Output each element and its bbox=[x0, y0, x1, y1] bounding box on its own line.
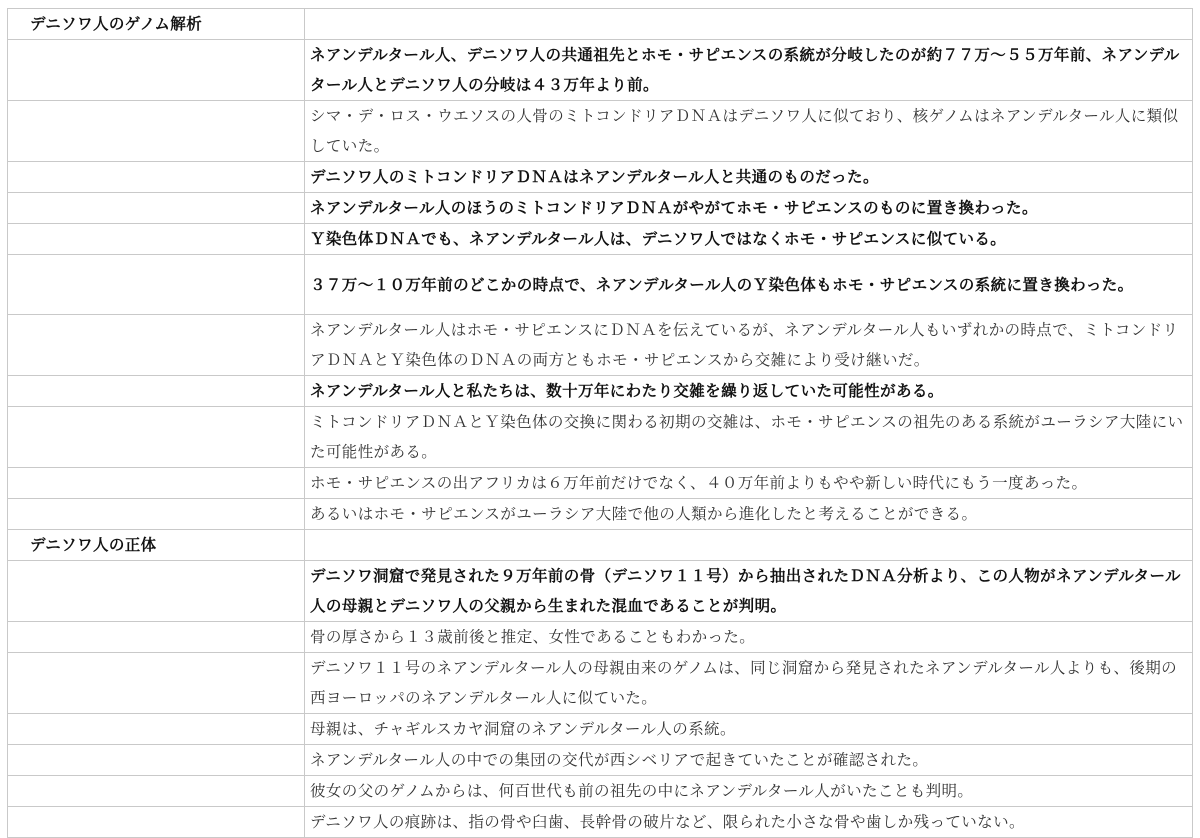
table-row bbox=[8, 407, 1193, 468]
note-text-cell[interactable] bbox=[305, 530, 1193, 561]
column-a-cell[interactable] bbox=[8, 407, 305, 468]
column-a-cell[interactable] bbox=[8, 499, 305, 530]
table-row bbox=[8, 468, 1193, 499]
note-text-cell[interactable]: ネアンデルタール人のほうのミトコンドリアＤＮＡがやがてホモ・サピエンスのものに置き換わった。 bbox=[305, 193, 1193, 224]
table-row bbox=[8, 714, 1193, 745]
note-text-cell[interactable]: ミトコンドリアＤＮＡとＹ染色体の交換に関わる初期の交雑は、ホモ・サピエンスの祖先のある系統がユーラシア大陸にいた可能性がある。 bbox=[305, 407, 1193, 468]
column-a-cell[interactable] bbox=[8, 193, 305, 224]
column-a-cell[interactable] bbox=[8, 376, 305, 407]
note-text-cell[interactable]: デニソワ洞窟で発見された９万年前の骨（デニソワ１１号）から抽出されたＤＮＡ分析より、この人物がネアンデルタール人の母親とデニソワ人の父親から生まれた混血であることが判明。 bbox=[305, 561, 1193, 622]
table-row bbox=[8, 315, 1193, 376]
table-row bbox=[8, 622, 1193, 653]
column-a-cell[interactable] bbox=[8, 162, 305, 193]
column-a-cell[interactable] bbox=[8, 653, 305, 714]
note-text-cell[interactable] bbox=[305, 9, 1193, 40]
table-row bbox=[8, 499, 1193, 530]
column-a-cell[interactable] bbox=[8, 807, 305, 838]
note-text-cell[interactable]: あるいはホモ・サピエンスがユーラシア大陸で他の人類から進化したと考えることができる。 bbox=[305, 499, 1193, 530]
note-text-cell[interactable]: ホモ・サピエンスの出アフリカは６万年前だけでなく、４０万年前よりもやや新しい時代にもう一度あった。 bbox=[305, 468, 1193, 499]
section-heading-cell[interactable]: デニソワ人のゲノム解析 bbox=[8, 9, 305, 40]
table-row bbox=[8, 653, 1193, 714]
column-a-cell[interactable] bbox=[8, 714, 305, 745]
note-text-cell[interactable]: ネアンデルタール人と私たちは、数十万年にわたり交雑を繰り返していた可能性がある。 bbox=[305, 376, 1193, 407]
section-heading-cell[interactable]: デニソワ人の正体 bbox=[8, 530, 305, 561]
table-row bbox=[8, 9, 1193, 40]
note-text-cell[interactable]: 母親は、チャギルスカヤ洞窟のネアンデルタール人の系統。 bbox=[305, 714, 1193, 745]
note-text-cell[interactable]: デニソワ１１号のネアンデルタール人の母親由来のゲノムは、同じ洞窟から発見されたネアンデルタール人よりも、後期の西ヨーロッパのネアンデルタール人に似ていた。 bbox=[305, 653, 1193, 714]
note-text-cell[interactable]: Ｙ染色体ＤＮＡでも、ネアンデルタール人は、デニソワ人ではなくホモ・サピエンスに似ている。 bbox=[305, 224, 1193, 255]
table-row bbox=[8, 101, 1193, 162]
table-row bbox=[8, 162, 1193, 193]
column-a-cell[interactable] bbox=[8, 315, 305, 376]
note-text-cell[interactable]: ネアンデルタール人、デニソワ人の共通祖先とホモ・サピエンスの系統が分岐したのが約７７万～５５万年前、ネアンデルタール人とデニソワ人の分岐は４３万年より前。 bbox=[305, 40, 1193, 101]
table-row bbox=[8, 376, 1193, 407]
column-a-cell[interactable] bbox=[8, 40, 305, 101]
table-row bbox=[8, 255, 1193, 315]
column-a-cell[interactable] bbox=[8, 776, 305, 807]
column-a-cell[interactable] bbox=[8, 101, 305, 162]
table-row bbox=[8, 40, 1193, 101]
note-text-cell[interactable]: 骨の厚さから１３歳前後と推定、女性であることもわかった。 bbox=[305, 622, 1193, 653]
column-a-cell[interactable] bbox=[8, 561, 305, 622]
table-row bbox=[8, 224, 1193, 255]
table-row bbox=[8, 807, 1193, 838]
note-text-cell[interactable]: デニソワ人のミトコンドリアＤＮＡはネアンデルタール人と共通のものだった。 bbox=[305, 162, 1193, 193]
column-a-cell[interactable] bbox=[8, 745, 305, 776]
note-text-cell[interactable]: シマ・デ・ロス・ウエソスの人骨のミトコンドリアＤＮＡはデニソワ人に似ており、核ゲノムはネアンデルタール人に類似していた。 bbox=[305, 101, 1193, 162]
note-text-cell[interactable]: 彼女の父のゲノムからは、何百世代も前の祖先の中にネアンデルタール人がいたことも判明。 bbox=[305, 776, 1193, 807]
table-row bbox=[8, 193, 1193, 224]
table-row bbox=[8, 776, 1193, 807]
note-text-cell[interactable]: ネアンデルタール人はホモ・サピエンスにＤＮＡを伝えているが、ネアンデルタール人もいずれかの時点で、ミトコンドリアＤＮＡとＹ染色体のＤＮＡの両方ともホモ・サピエンスから交雑により受け継いだ。 bbox=[305, 315, 1193, 376]
column-a-cell[interactable] bbox=[8, 255, 305, 315]
column-a-cell[interactable] bbox=[8, 224, 305, 255]
spreadsheet-table bbox=[7, 8, 1193, 838]
note-text-cell[interactable]: デニソワ人の痕跡は、指の骨や臼歯、長幹骨の破片など、限られた小さな骨や歯しか残っていない。 bbox=[305, 807, 1193, 838]
note-text-cell[interactable]: ネアンデルタール人の中での集団の交代が西シベリアで起きていたことが確認された。 bbox=[305, 745, 1193, 776]
column-a-cell[interactable] bbox=[8, 468, 305, 499]
table-row bbox=[8, 561, 1193, 622]
column-a-cell[interactable] bbox=[8, 622, 305, 653]
table-row bbox=[8, 745, 1193, 776]
note-text-cell[interactable]: ３７万～１０万年前のどこかの時点で、ネアンデルタール人のＹ染色体もホモ・サピエンスの系統に置き換わった。 bbox=[305, 255, 1193, 315]
table-row bbox=[8, 530, 1193, 561]
